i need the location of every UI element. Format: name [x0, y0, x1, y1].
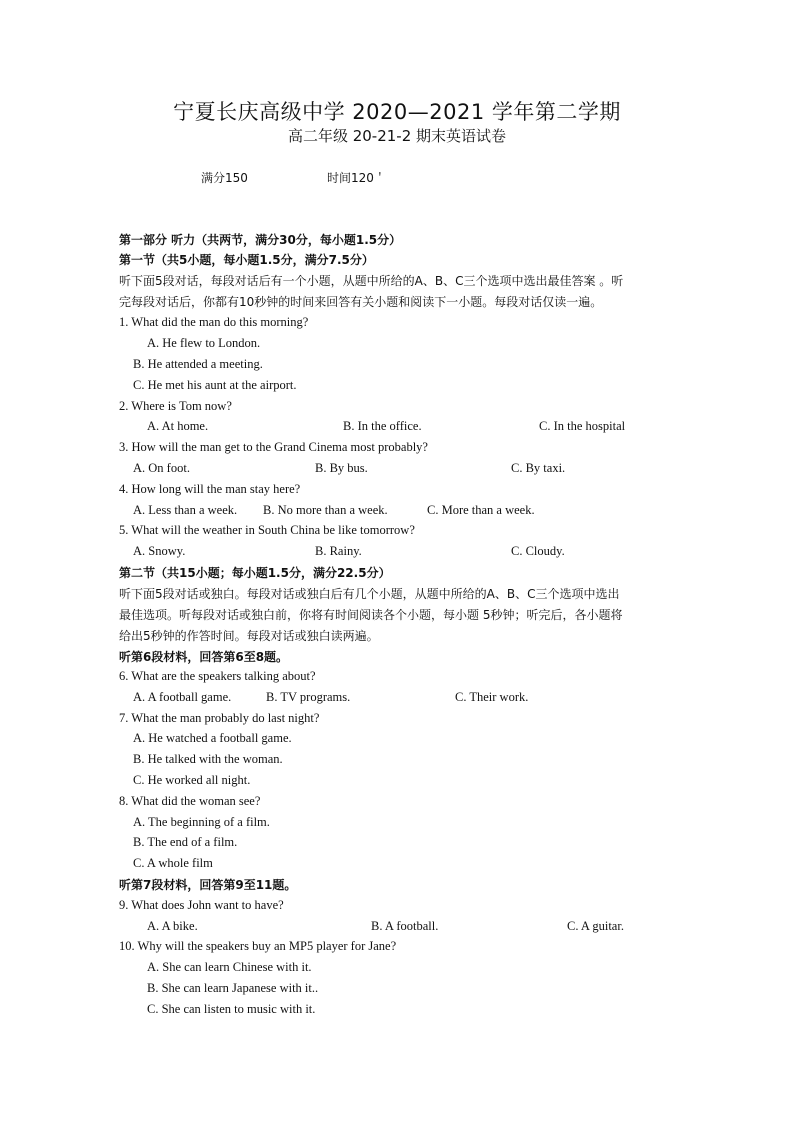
question-4-option-b: B. No more than a week. — [263, 503, 388, 517]
section2-instruction-line3: 给出5秒钟的作答时间。每段对话或独白读两遍。 — [119, 629, 379, 643]
question-10-option-a: A. She can learn Chinese with it. — [147, 960, 312, 974]
question-6-option-c: C. Their work. — [455, 690, 529, 704]
question-4-option-c: C. More than a week. — [427, 503, 535, 517]
question-8-stem: 8. What did the woman see? — [119, 794, 261, 808]
question-3-option-c: C. By taxi. — [511, 461, 566, 475]
question-7-option-c: C. He worked all night. — [133, 773, 251, 787]
segment-7-heading: 听第7段材料，回答第9至11题。 — [119, 878, 297, 892]
exam-title: 宁夏长庆高级中学 2020—2021 学年第二学期 — [173, 100, 621, 124]
section2-instruction-line2: 最佳选项。听每段对话或独白前，你将有时间阅读各个小题，每小题 5秒钟；听完后，各小题将 — [119, 608, 623, 622]
part1-heading: 第一部分 听力（共两节，满分30分，每小题1.5分） — [119, 233, 402, 247]
question-1-option-a: A. He flew to London. — [147, 336, 261, 350]
question-5-option-a: A. Snowy. — [133, 544, 186, 558]
question-6-option-a: A. A football game. — [133, 690, 232, 704]
section1-instruction-line1: 听下面5段对话，每段对话后有一个小题，从题中所给的A、B、C三个选项中选出最佳答案 。听 — [119, 274, 624, 288]
question-3-stem: 3. How will the man get to the Grand Cinema most probably? — [119, 440, 428, 454]
question-7-option-b: B. He talked with the woman. — [133, 752, 283, 766]
exam-time: 时间120＇ — [327, 171, 386, 185]
question-2-option-c: C. In the hospital — [539, 419, 626, 433]
question-6-stem: 6. What are the speakers talking about? — [119, 669, 316, 683]
section2-instruction-line1: 听下面5段对话或独白。每段对话或独白后有几个小题，从题中所给的A、B、C三个选项中选出 — [119, 587, 620, 601]
full-score: 满分150 — [201, 171, 248, 185]
question-10-option-c: C. She can listen to music with it. — [147, 1002, 316, 1016]
section1-instruction-line2: 完每段对话后，你都有10秒钟的时间来回答有关小题和阅读下一小题。每段对话仅读一遍。 — [119, 295, 603, 309]
segment-6-heading: 听第6段材料，回答第6至8题。 — [119, 650, 289, 664]
question-9-stem: 9. What does John want to have? — [119, 898, 284, 912]
section2-heading: 第二节（共15小题；每小题1.5分，满分22.5分） — [119, 566, 391, 580]
question-1-stem: 1. What did the man do this morning? — [119, 315, 309, 329]
question-3-option-a: A. On foot. — [133, 461, 190, 475]
question-10-option-b: B. She can learn Japanese with it.. — [147, 981, 319, 995]
question-4-option-a: A. Less than a week. — [133, 503, 238, 517]
question-8-option-a: A. The beginning of a film. — [133, 815, 270, 829]
question-2-option-b: B. In the office. — [343, 419, 422, 433]
question-8-option-b: B. The end of a film. — [133, 835, 238, 849]
question-5-option-c: C. Cloudy. — [511, 544, 565, 558]
question-9-option-c: C. A guitar. — [567, 919, 624, 933]
question-4-stem: 4. How long will the man stay here? — [119, 482, 301, 496]
question-5-stem: 5. What will the weather in South China be like tomorrow? — [119, 523, 415, 537]
question-2-option-a: A. At home. — [147, 419, 209, 433]
question-6-option-b: B. TV programs. — [266, 690, 351, 704]
question-3-option-b: B. By bus. — [315, 461, 368, 475]
question-8-option-c: C. A whole film — [133, 856, 213, 870]
question-7-stem: 7. What the man probably do last night? — [119, 711, 320, 725]
question-1-option-c: C. He met his aunt at the airport. — [133, 378, 297, 392]
question-2-stem: 2. Where is Tom now? — [119, 399, 232, 413]
question-9-option-a: A. A bike. — [147, 919, 198, 933]
question-1-option-b: B. He attended a meeting. — [133, 357, 263, 371]
question-10-stem: 10. Why will the speakers buy an MP5 player for Jane? — [119, 939, 397, 953]
exam-subtitle: 高二年级 20-21-2 期末英语试卷 — [287, 127, 507, 145]
question-5-option-b: B. Rainy. — [315, 544, 362, 558]
question-7-option-a: A. He watched a football game. — [133, 731, 292, 745]
section1-heading: 第一节（共5小题，每小题1.5分，满分7.5分） — [119, 253, 374, 267]
question-9-option-b: B. A football. — [371, 919, 439, 933]
